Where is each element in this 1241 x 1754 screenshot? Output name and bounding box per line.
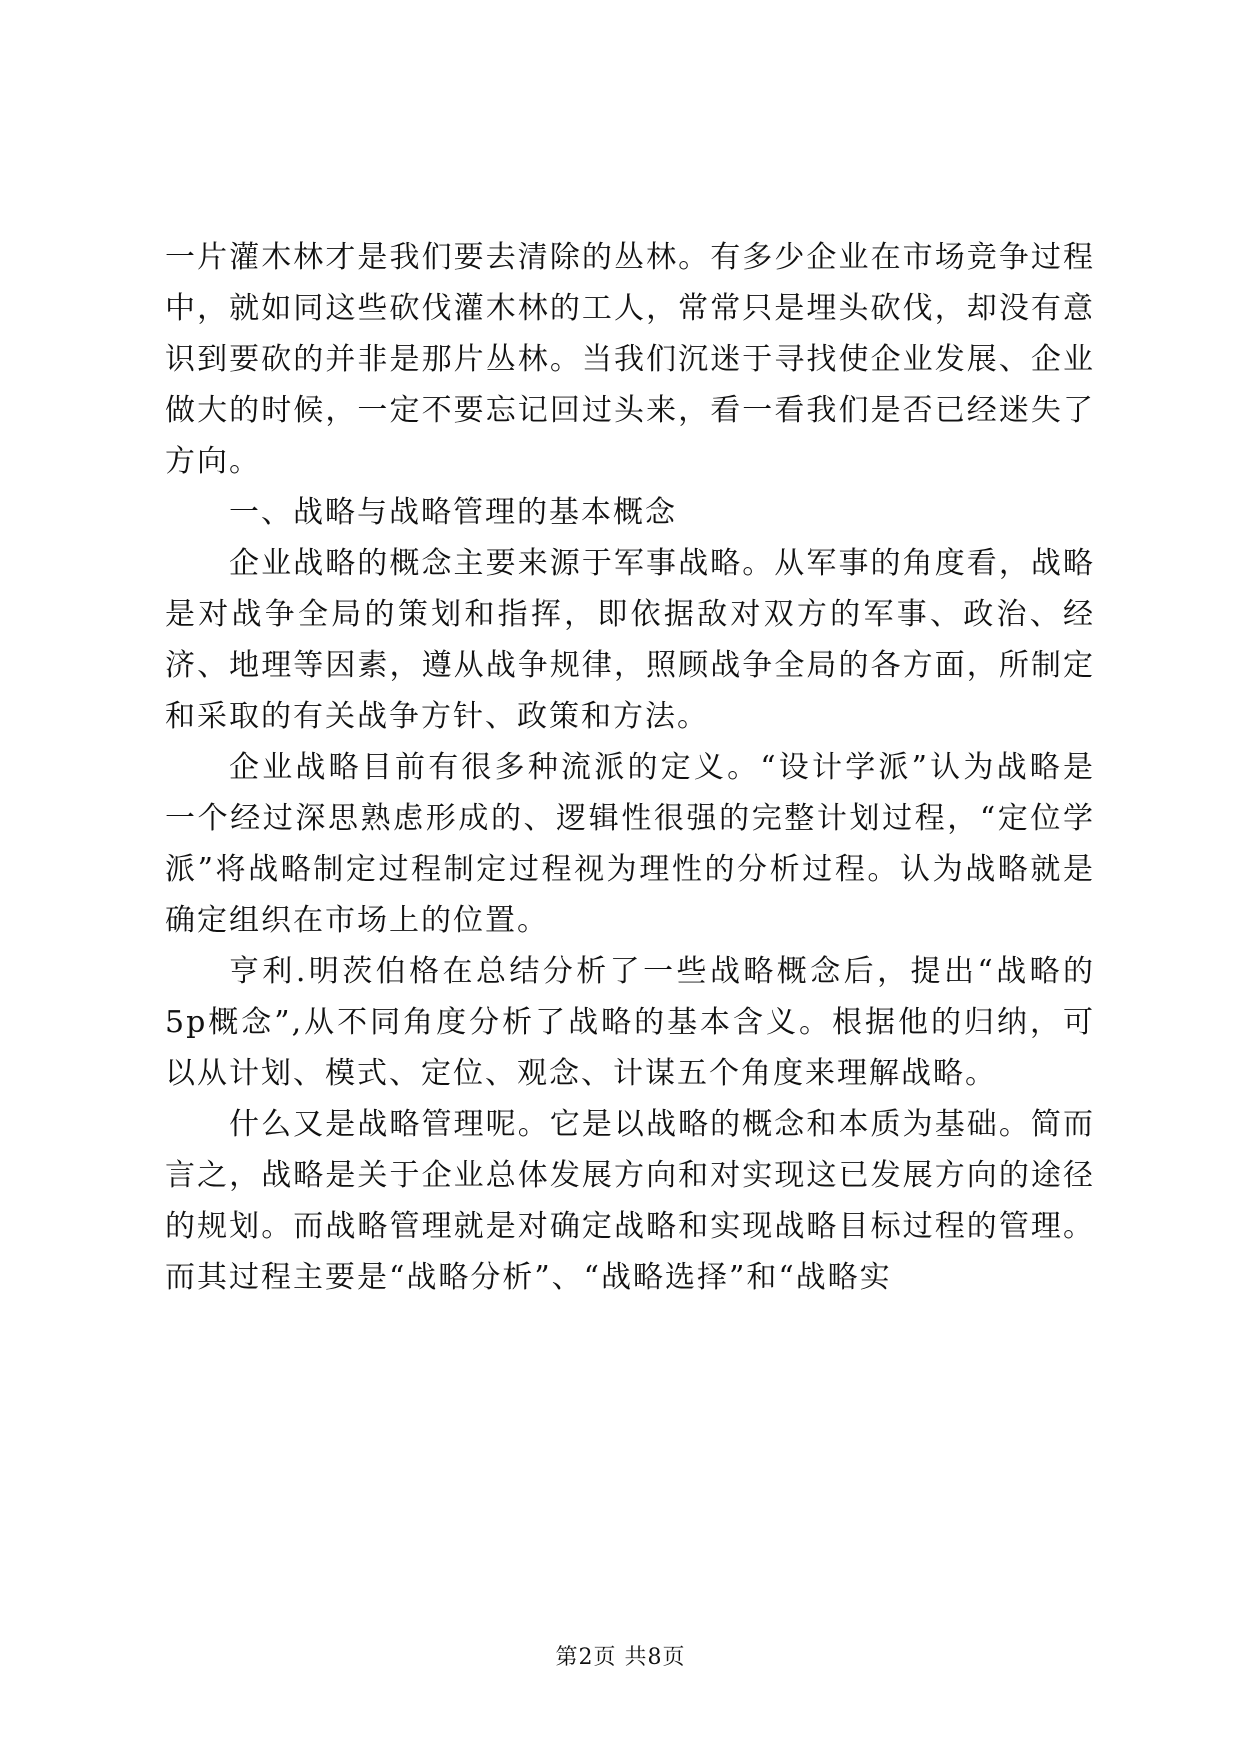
paragraph-3: 企业战略目前有很多种流派的定义。“设计学派”认为战略是一个经过深思熟虑形成的、逻辑性很强的完整计划过程，“定位学派”将战略制定过程制定过程视为理性的分析过程。认为战略就是确定组织在市场上的位置。 [165, 750, 1095, 938]
paragraph-2: 企业战略的概念主要来源于军事战略。从军事的角度看，战略是对战争全局的策划和指挥，即依据敌对双方的军事、政治、经济、地理等因素，遵从战争规律，照顾战争全局的各方面，所制定和采取的有关战争方针、政策和方法。 [165, 546, 1095, 734]
section-heading: 一、战略与战略管理的基本概念 [229, 495, 677, 530]
page-footer [0, 1640, 1241, 1671]
page-number-label: 第2页 共8页 [555, 1645, 686, 1670]
paragraph-1: 一片灌木林才是我们要去清除的丛林。有多少企业在市场竞争过程中，就如同这些砍伐灌木林的工人，常常只是埋头砍伐，却没有意识到要砍的并非是那片丛林。当我们沉迷于寻找使企业发展、企业做大的时候，一定不要忘记回过头来，看一看我们是否已经迷失了方向。 [165, 240, 1095, 479]
document-body [165, 232, 1095, 1303]
paragraph-4: 亨利.明茨伯格在总结分析了一些战略概念后，提出“战略的5p概念”,从不同角度分析了战略的基本含义。根据他的归纳，可以从计划、模式、定位、观念、计谋五个角度来理解战略。 [165, 954, 1095, 1091]
paragraph-5: 什么又是战略管理呢。它是以战略的概念和本质为基础。简而言之，战略是关于企业总体发展方向和对实现这已发展方向的途径的规划。而战略管理就是对确定战略和实现战略目标过程的管理。而其过程主要是“战略分析”、“战略选择”和“战略实 [165, 1107, 1095, 1295]
